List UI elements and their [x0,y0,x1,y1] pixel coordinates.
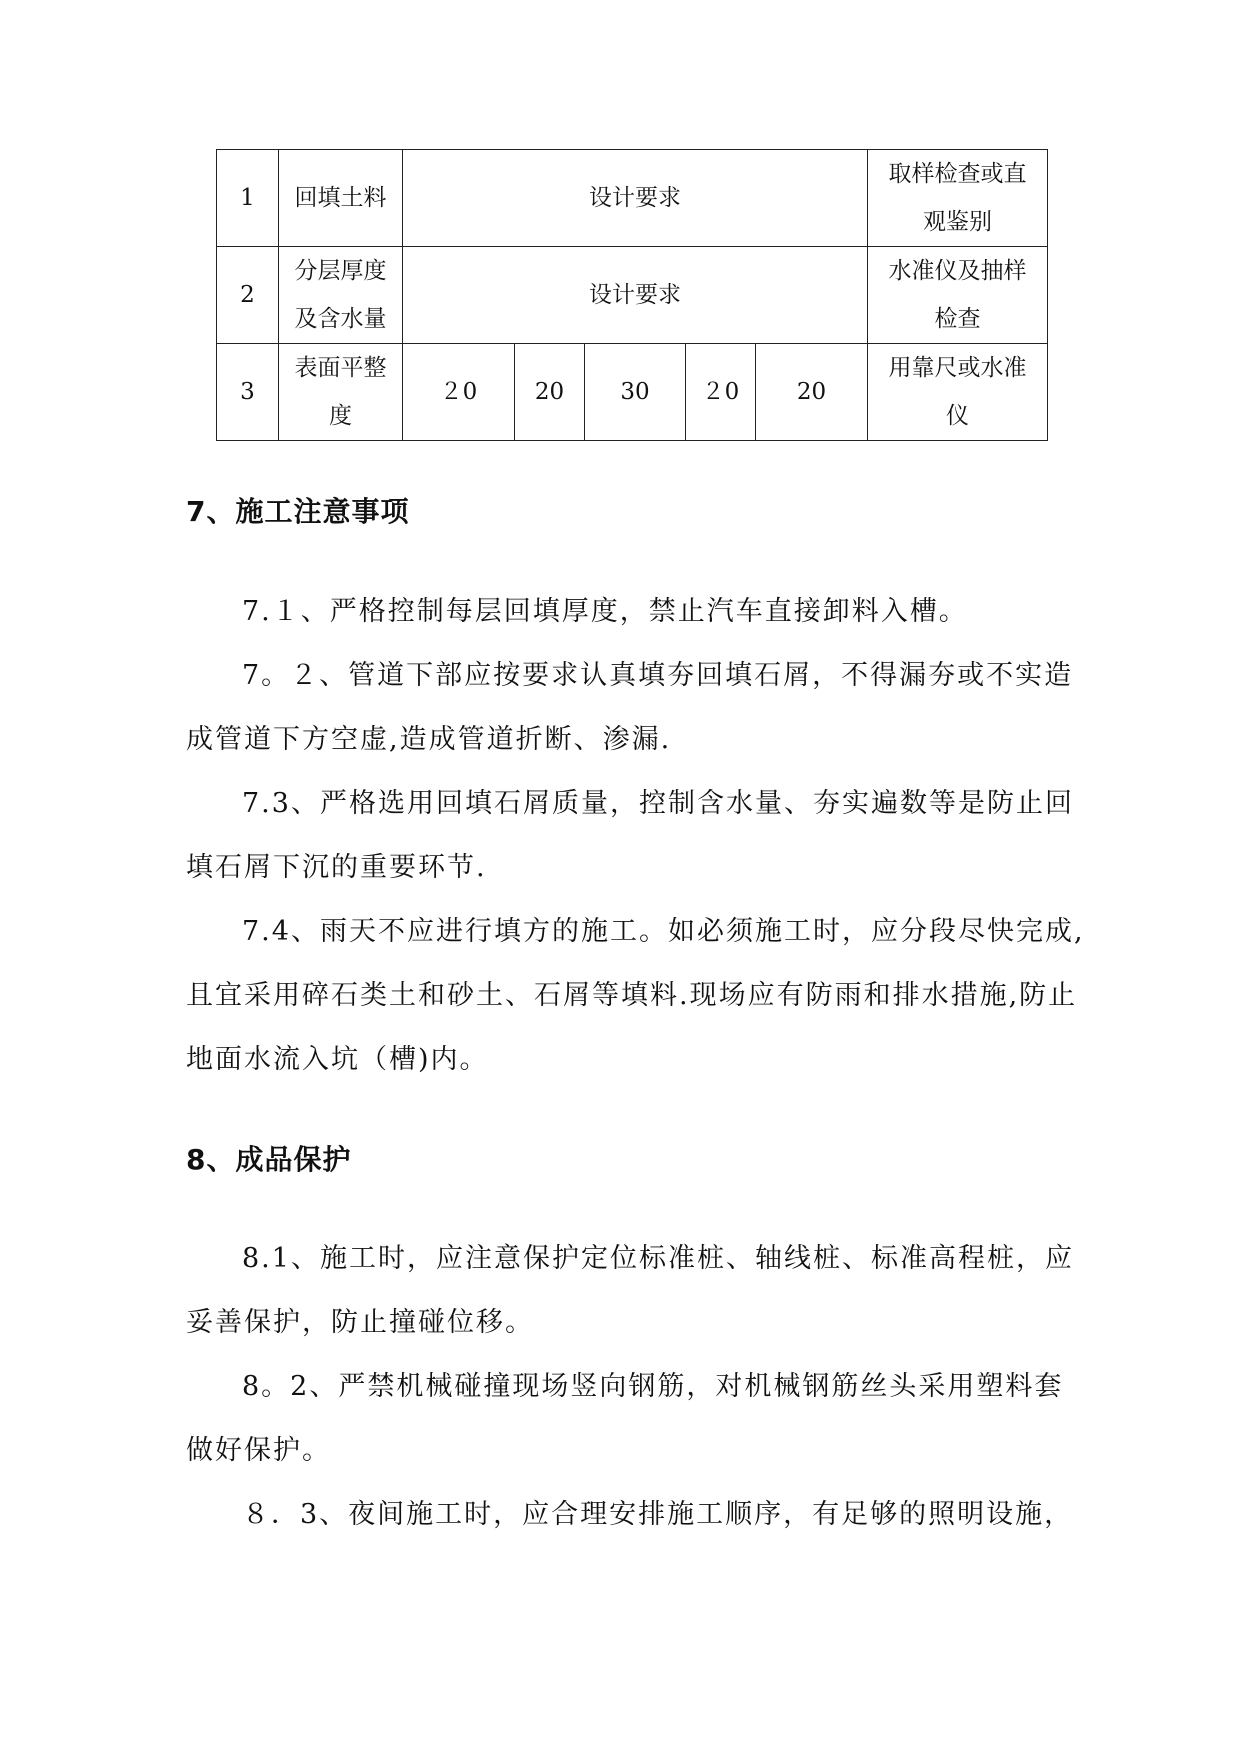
table-row [217,344,1048,441]
check-method [868,344,1048,441]
row-number: 1 [217,150,279,247]
item-name-line: 及含水量 [294,306,387,332]
spec-table [216,149,1048,441]
paragraph: 7.4、雨天不应进行填方的施工。如必须施工时，应分段尽快完成,且宜采用碎石类土和砂土、石屑等填料.现场应有防雨和排水措施,防止地面水流入坑（槽)内。 [186,916,1085,1075]
tolerance-value: 20 [756,344,868,441]
paragraph: 7。２、管道下部应按要求认真填夯回填石屑，不得漏夯或不实造成管道下方空虚,造成管道折断、渗漏. [186,660,1074,755]
check-method-line: 观鉴别 [923,209,992,235]
check-method-line: 取样检查或直 [888,161,1027,187]
item-name [279,247,403,344]
check-method-line: 水准仪及抽样 [888,258,1027,284]
row-number: 3 [217,344,279,441]
paragraph: 8。2、严禁机械碰撞现场竖向钢筋，对机械钢筋丝头采用塑料套做好保护。 [186,1371,1064,1466]
check-method [868,150,1048,247]
row-number: 2 [217,247,279,344]
spec-cell: 设计要求 [403,150,868,247]
section-heading: 8、成品保护 [186,1143,352,1176]
check-method-line: 仪 [946,403,969,429]
tolerance-value: ２0 [686,344,756,441]
tolerance-value: 20 [515,344,585,441]
section-heading: 7、施工注意事项 [186,495,410,528]
table-row [217,150,1048,247]
check-method [868,247,1048,344]
check-method-line: 用靠尺或水准 [888,355,1027,381]
paragraph: 7.3、严格选用回填石屑质量，控制含水量、夯实遍数等是防止回填石屑下沉的重要环节. [186,788,1074,883]
paragraph: 8.1、施工时，应注意保护定位标准桩、轴线桩、标准高程桩，应妥善保护，防止撞碰位移。 [186,1243,1074,1338]
item-name-line: 表面平整 [294,355,387,381]
tolerance-value: 30 [585,344,686,441]
item-name [279,344,403,441]
paragraph: 7.１、严格控制每层回填厚度，禁止汽车直接卸料入槽。 [242,596,968,627]
paragraph: ８．3、夜间施工时，应合理安排施工顺序，有足够的照明设施， [242,1499,1074,1530]
item-name-line: 分层厚度 [294,258,387,284]
tolerance-value: ２0 [403,344,515,441]
check-method-line: 检查 [934,306,981,332]
spec-cell: 设计要求 [403,247,868,344]
item-name: 回填土料 [279,150,403,247]
item-name-line: 度 [329,403,352,429]
table-row [217,247,1048,344]
